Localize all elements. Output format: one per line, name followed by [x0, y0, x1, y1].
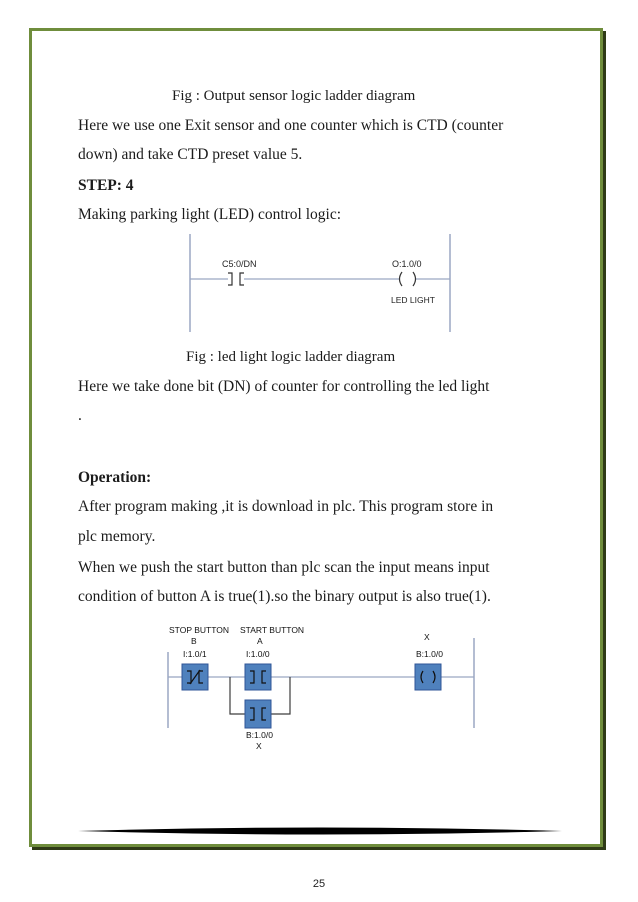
figure-caption-output-sensor: Fig : Output sensor logic ladder diagram: [172, 88, 416, 104]
coil-label: LED LIGHT: [391, 295, 435, 305]
paragraph-line: After program making ,it is download in plc. This program store in: [78, 498, 494, 515]
step-description: Making parking light (LED) control logic:: [78, 206, 342, 223]
paragraph-line: .: [78, 407, 82, 424]
step-heading: STEP: 4: [78, 177, 134, 194]
coil-symbol: [400, 272, 416, 286]
holding-contact-block: [245, 700, 271, 728]
figure-caption-led-light: Fig : led light logic ladder diagram: [186, 349, 396, 365]
coil-address: O:1.0/0: [392, 259, 422, 269]
paragraph-line: Here we take done bit (DN) of counter for controlling the led light: [78, 378, 490, 395]
paragraph-line: down) and take CTD preset value 5.: [78, 146, 303, 163]
paragraph-line: Here we use one Exit sensor and one counter which is CTD (counter: [78, 117, 504, 134]
contact-address: C5:0/DN: [222, 259, 257, 269]
paragraph-line: condition of button A is true(1).so the binary output is also true(1).: [78, 588, 491, 605]
led-light-ladder-diagram: [180, 232, 460, 338]
stop-button-label: STOP BUTTON: [169, 625, 229, 635]
start-button-address: I:1.0/0: [246, 649, 270, 659]
no-contact-symbol: [228, 273, 244, 285]
paragraph-line: plc memory.: [78, 528, 156, 545]
operation-heading: Operation:: [78, 469, 152, 486]
stop-button-letter: B: [191, 636, 197, 646]
holding-contact-address: B:1.0/0: [246, 730, 273, 740]
footer-divider: [78, 825, 562, 837]
stop-button-address: I:1.0/1: [183, 649, 207, 659]
start-contact-block: [245, 664, 271, 690]
coil-letter: X: [424, 632, 430, 642]
output-coil-block: [415, 664, 441, 690]
coil-address: B:1.0/0: [416, 649, 443, 659]
page-number: 25: [312, 878, 326, 890]
start-button-letter: A: [257, 636, 263, 646]
start-stop-latch-ladder-diagram: [160, 622, 490, 758]
paragraph-line: When we push the start button than plc scan the input means input: [78, 559, 490, 576]
start-button-label: START BUTTON: [240, 625, 305, 635]
holding-contact-letter: X: [256, 741, 262, 751]
